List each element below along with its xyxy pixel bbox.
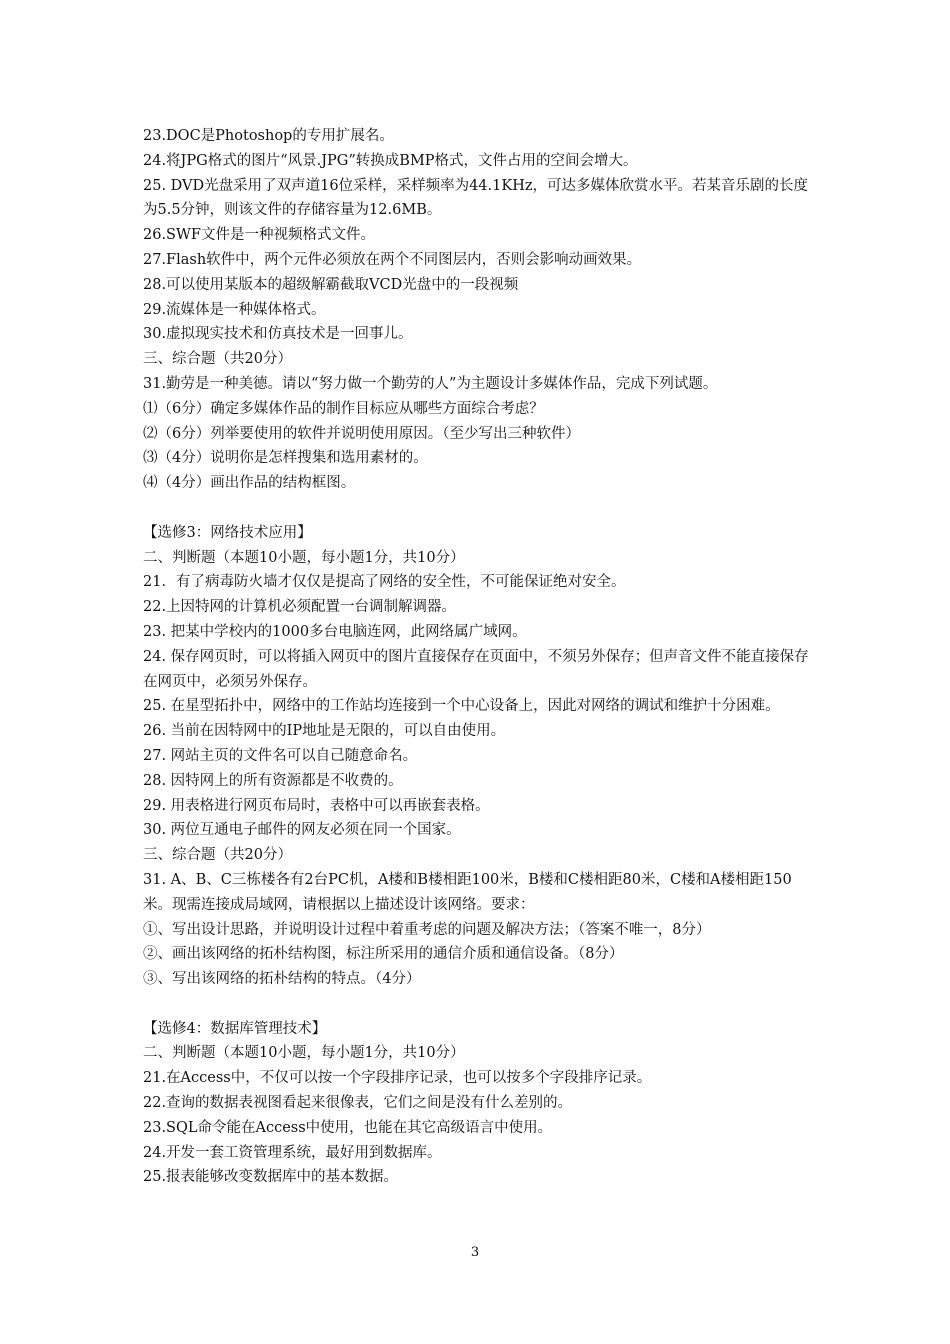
question-line: ⑵（6分）列举要使用的软件并说明使用原因。（至少写出三种软件） bbox=[143, 425, 580, 442]
page-number: 3 bbox=[470, 1245, 480, 1260]
question-line: 22.上因特网的计算机必须配置一台调制解调器。 bbox=[143, 599, 457, 616]
question-line: 25. DVD光盘采用了双声道16位采样，采样频率为44.1KHz，可达多媒体欣赏水平。若某音乐剧的长度为5.5分钟，则该文件的存储容量为12.6MB。 bbox=[143, 177, 808, 219]
question-line: 27. 网站主页的文件名可以自己随意命名。 bbox=[143, 747, 418, 764]
question-line: 30. 两位互通电子邮件的网友必须在同一个国家。 bbox=[143, 822, 461, 839]
question-line: 29. 用表格进行网页布局时，表格中可以再嵌套表格。 bbox=[143, 797, 490, 814]
database-section bbox=[143, 1041, 813, 1190]
question-line: ②、画出该网络的拓朴结构图，标注所采用的通信介质和通信设备。（8分） bbox=[143, 946, 624, 963]
network-section-heading: 【选修3：网络技术应用】 bbox=[143, 524, 312, 541]
question-line: 27.Flash软件中，两个元件必须放在两个不同图层内，否则会影响动画效果。 bbox=[143, 251, 642, 268]
question-line: 24.开发一套工资管理系统，最好用到数据库。 bbox=[143, 1144, 442, 1161]
question-line: 21．有了病毒防火墙才仅仅是提高了网络的安全性，不可能保证绝对安全。 bbox=[143, 574, 626, 591]
question-line: 31. A、B、C三栋楼各有2台PC机，A楼和B楼相距100米，B楼和C楼相距80米，C楼和A楼相距150米。现需连接成局域网，请根据以上描述设计该网络。要求： bbox=[143, 871, 792, 913]
question-line: 23. 把某中学校内的1000多台电脑连网，此网络属广域网。 bbox=[143, 623, 527, 640]
question-line: 24.将JPG格式的图片“风景.JPG”转换成BMP格式，文件占用的空间会增大。 bbox=[143, 152, 638, 169]
section-spacer bbox=[143, 992, 813, 1017]
question-line: 21.在Access中，不仅可以按一个字段排序记录，也可以按多个字段排序记录。 bbox=[143, 1070, 652, 1087]
question-line: 29.流媒体是一种媒体格式。 bbox=[143, 301, 326, 318]
question-line: ⑶（4分）说明你是怎样搜集和选用素材的。 bbox=[143, 450, 428, 467]
question-line: 28.可以使用某版本的超级解霸截取VCD光盘中的一段视频 bbox=[143, 276, 519, 293]
question-line: 25. 在星型拓扑中，网络中的工作站均连接到一个中心设备上，因此对网络的调试和维护十分困难。 bbox=[143, 698, 780, 715]
question-line: 三、综合题（共20分） bbox=[143, 351, 292, 368]
question-line: 22.查询的数据表视图看起来很像表，它们之间是没有什么差别的。 bbox=[143, 1095, 573, 1112]
question-line: ①、写出设计思路，并说明设计过程中着重考虑的问题及解决方法；（答案不唯一，8分） bbox=[143, 921, 711, 938]
question-line: 31.勤劳是一种美德。请以“努力做一个勤劳的人”为主题设计多媒体作品，完成下列试题。 bbox=[143, 375, 718, 392]
question-line: 二、判断题（本题10小题，每小题1分，共10分） bbox=[143, 1045, 465, 1062]
question-line: 26. 当前在因特网中的IP地址是无限的，可以自由使用。 bbox=[143, 723, 506, 740]
question-line: 25.报表能够改变数据库中的基本数据。 bbox=[143, 1169, 399, 1186]
question-line: 26.SWF文件是一种视频格式文件。 bbox=[143, 227, 375, 244]
multimedia-section bbox=[143, 124, 813, 496]
question-line: ⑴（6分）确定多媒体作品的制作目标应从哪些方面综合考虑？ bbox=[143, 400, 544, 417]
question-line: 二、判断题（本题10小题，每小题1分，共10分） bbox=[143, 549, 465, 566]
database-section-heading: 【选修4：数据库管理技术】 bbox=[143, 1020, 327, 1037]
page-content bbox=[143, 124, 813, 1190]
question-line: ⑷（4分）画出作品的结构框图。 bbox=[143, 475, 356, 492]
question-line: 30.虚拟现实技术和仿真技术是一回事儿。 bbox=[143, 326, 413, 343]
question-line: 23.SQL命令能在Access中使用，也能在其它高级语言中使用。 bbox=[143, 1119, 553, 1136]
section-spacer bbox=[143, 496, 813, 521]
network-section bbox=[143, 546, 813, 992]
question-line: 三、综合题（共20分） bbox=[143, 847, 292, 864]
question-line: ③、写出该网络的拓朴结构的特点。（4分） bbox=[143, 971, 421, 988]
question-line: 28. 因特网上的所有资源都是不收费的。 bbox=[143, 772, 403, 789]
question-line: 23.DOC是Photoshop的专用扩展名。 bbox=[143, 128, 394, 144]
question-line: 24. 保存网页时，可以将插入网页中的图片直接保存在页面中，不须另外保存；但声音文件不能直接保存在网页中，必须另外保存。 bbox=[143, 648, 809, 690]
